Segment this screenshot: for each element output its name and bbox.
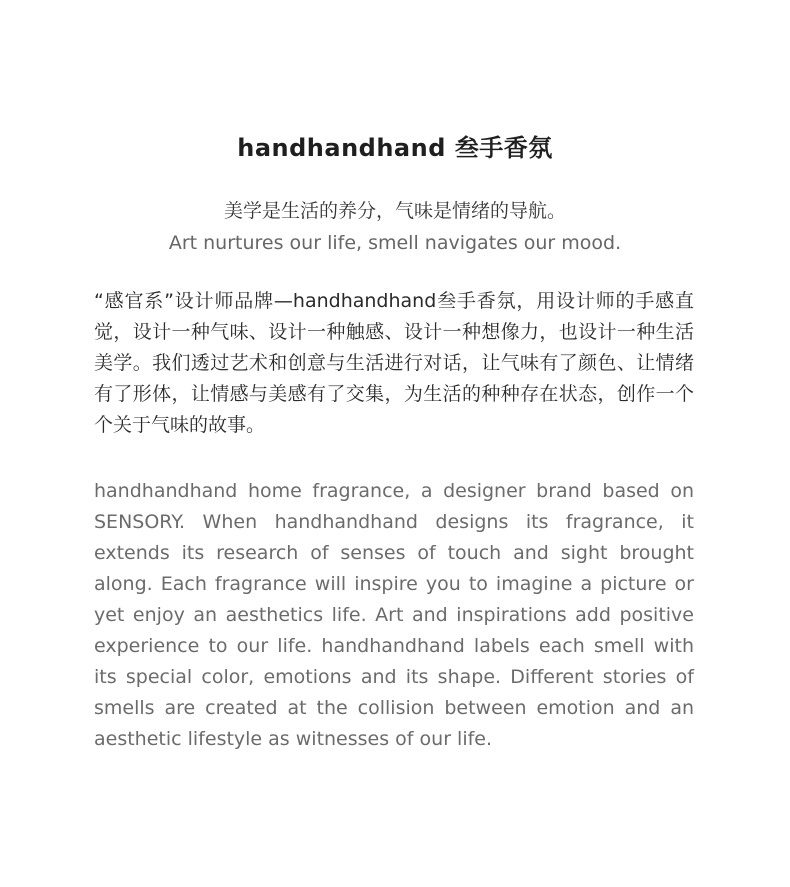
subtitle-english: Art nurtures our life, smell navigates our mood.: [168, 232, 622, 254]
subtitle-chinese: 美学是生活的养分，气味是情绪的导航。: [223, 200, 566, 222]
description-chinese: “感官系”设计师品牌—handhandhand叁手香氛，用设计师的手感直觉，设计一种气味、设计一种触感、设计一种想像力，也设计一种生活美学。我们透过艺术和创意与生活进行对话，让气味有了颜色、让情绪有了形体，让情感与美感有了交集，为生活的种种存在状态，创作一个个关于气味的故事。: [94, 290, 694, 436]
description-english: handhandhand home fragrance, a designer brand based on SENSORY. When handhandhand designs its fragrance, it extends its research of senses of touch and sight brought along. Each fragrance will inspire you to imagine a picture or yet enjoy an aesthetics life. Art and inspirations add positive experience to our life. handhandhand labels each smell with its special color, emotions and its shape. Different stories of smells are created at the collision between emotion and an aesthetic lifestyle as witnesses of our life.: [94, 480, 694, 750]
page-title: handhandhand 叁手香氛: [237, 134, 553, 162]
